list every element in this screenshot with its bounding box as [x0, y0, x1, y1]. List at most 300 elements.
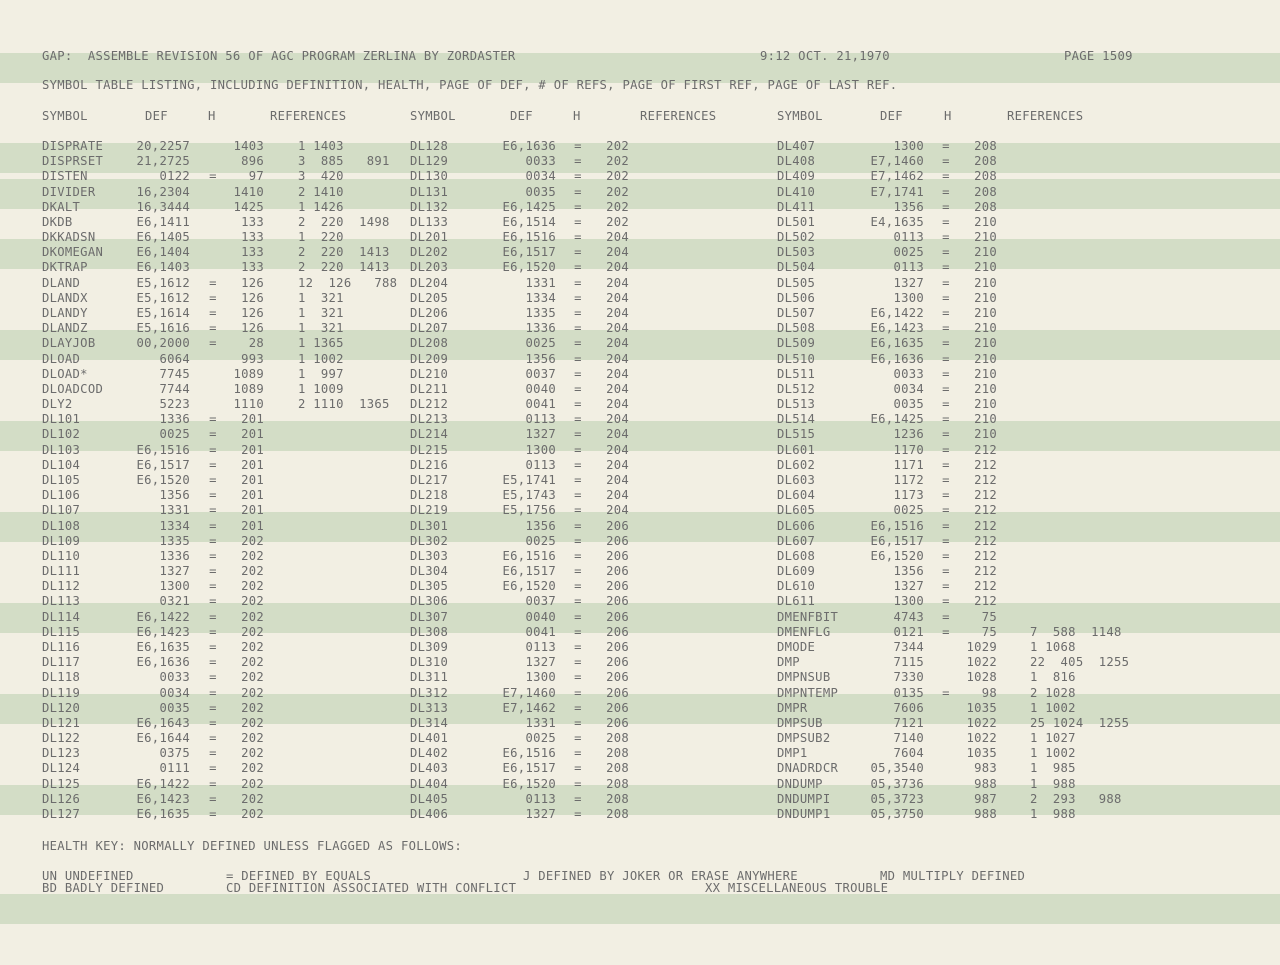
symbol-cell: DL305 — [410, 579, 449, 594]
def-cell: 1331 — [159, 503, 190, 518]
symbol-cell: DLANDX — [42, 290, 88, 305]
page-cell: 204 — [606, 412, 629, 427]
health-cell: = — [942, 351, 950, 366]
symbol-cell: DL213 — [410, 412, 449, 427]
health-key-item: XX MISCELLANEOUS TROUBLE — [705, 881, 889, 895]
health-cell: = — [942, 624, 950, 639]
symbol-cell: DL503 — [777, 245, 816, 260]
page-cell: 212 — [974, 533, 997, 548]
def-cell: 1331 — [525, 715, 556, 730]
health-cell: = — [574, 518, 582, 533]
symbol-cell: DL118 — [42, 670, 81, 685]
page-cell: 202 — [241, 548, 264, 563]
paper-band — [0, 143, 1280, 173]
symbol-cell: DL410 — [777, 184, 816, 199]
health-cell: = — [574, 548, 582, 563]
symbol-cell: DL215 — [410, 442, 449, 457]
def-cell: E6,1422 — [136, 776, 190, 791]
def-cell: E6,1644 — [136, 731, 190, 745]
symbol-cell: DL505 — [777, 275, 816, 290]
def-cell: 0025 — [525, 336, 556, 351]
symbol-cell: DL301 — [410, 518, 449, 533]
report-title: GAP: ASSEMBLE REVISION 56 OF AGC PROGRAM ZERLINA BY ZORDASTER — [42, 49, 516, 63]
symbol-cell: DL510 — [777, 351, 816, 366]
symbol-cell: DL511 — [777, 366, 816, 381]
page-cell: 202 — [606, 199, 629, 214]
def-cell: 0033 — [893, 366, 924, 381]
symbol-cell: DL112 — [42, 579, 81, 594]
page-cell: 208 — [974, 169, 997, 184]
symbol-cell: DL219 — [410, 503, 449, 518]
symbol-cell: DL209 — [410, 351, 449, 366]
symbol-cell: DL201 — [410, 230, 449, 245]
def-cell: 1172 — [893, 473, 924, 487]
def-cell: E6,1516 — [502, 548, 556, 563]
col-health-header: H — [208, 109, 216, 123]
symbol-cell: DL105 — [42, 473, 81, 487]
health-cell: = — [574, 351, 582, 366]
page-cell: 202 — [606, 139, 629, 153]
symbol-cell: DL206 — [410, 306, 449, 320]
symbol-cell: DL114 — [42, 609, 81, 624]
symbol-cell: DL111 — [42, 564, 81, 578]
health-cell: = — [574, 609, 582, 624]
references-cell: 1 1002 — [1030, 746, 1076, 761]
symbol-cell: DL302 — [410, 533, 449, 548]
symbol-cell: DL313 — [410, 700, 449, 715]
health-cell: = — [942, 457, 950, 472]
def-cell: 1356 — [525, 518, 556, 533]
def-cell: E6,1425 — [502, 199, 556, 214]
page-cell: 201 — [241, 473, 264, 487]
health-cell: = — [209, 609, 217, 624]
col-symbol-header: SYMBOL — [777, 109, 823, 123]
page-cell: 1022 — [966, 731, 997, 745]
symbol-cell: DMPNSUB — [777, 670, 831, 685]
health-cell: = — [942, 412, 950, 427]
symbol-cell: DL129 — [410, 154, 449, 169]
symbol-cell: DMENFLG — [777, 624, 831, 639]
def-cell: E7,1741 — [870, 184, 924, 199]
health-cell: = — [209, 518, 217, 533]
health-cell: = — [942, 139, 950, 153]
def-cell: E6,1516 — [136, 442, 190, 457]
health-cell: = — [209, 579, 217, 594]
symbol-cell: DL202 — [410, 245, 449, 260]
def-cell: E6,1520 — [502, 260, 556, 275]
symbol-cell: DL119 — [42, 685, 81, 700]
page-cell: 206 — [606, 639, 629, 654]
def-cell: E6,1516 — [870, 518, 924, 533]
def-cell: 0321 — [159, 594, 190, 609]
def-cell: 0037 — [525, 366, 556, 381]
def-cell: E5,1756 — [502, 503, 556, 518]
page-cell: 202 — [241, 609, 264, 624]
symbol-cell: DKDB — [42, 214, 73, 229]
health-cell: = — [574, 199, 582, 214]
symbol-cell: DL502 — [777, 230, 816, 245]
def-cell: 0035 — [159, 700, 190, 715]
page-number: PAGE 1509 — [1064, 49, 1133, 63]
symbol-cell: DL123 — [42, 746, 81, 761]
def-cell: E6,1520 — [502, 579, 556, 594]
references-cell: 1 321 — [298, 306, 344, 320]
symbol-cell: DL104 — [42, 457, 81, 472]
health-cell: = — [942, 579, 950, 594]
page-cell: 210 — [974, 306, 997, 320]
page-cell: 204 — [606, 366, 629, 381]
health-cell: = — [942, 154, 950, 169]
page-cell: 202 — [241, 791, 264, 806]
symbol-cell: DL122 — [42, 731, 81, 745]
symbol-cell: DL609 — [777, 564, 816, 578]
page-cell: 204 — [606, 488, 629, 503]
def-cell: E6,1520 — [502, 776, 556, 791]
col-symbol-header: SYMBOL — [410, 109, 456, 123]
def-cell: 0135 — [893, 685, 924, 700]
references-cell: 1 988 — [1030, 776, 1076, 791]
health-cell: = — [209, 488, 217, 503]
def-cell: 6064 — [159, 351, 190, 366]
page-cell: 202 — [241, 761, 264, 776]
page-cell: 202 — [241, 776, 264, 791]
page-cell: 206 — [606, 670, 629, 685]
def-cell: 1300 — [525, 670, 556, 685]
health-cell: = — [942, 366, 950, 381]
references-cell: 1 1009 — [298, 381, 344, 396]
health-cell: = — [574, 139, 582, 153]
page-cell: 210 — [974, 260, 997, 275]
health-cell: = — [574, 412, 582, 427]
page-cell: 202 — [241, 700, 264, 715]
health-cell: = — [942, 594, 950, 609]
page-cell: 204 — [606, 245, 629, 260]
col-symbol-header: SYMBOL — [42, 109, 88, 123]
def-cell: 1173 — [893, 488, 924, 503]
health-cell: = — [942, 230, 950, 245]
health-cell: = — [942, 503, 950, 518]
symbol-cell: DL310 — [410, 655, 449, 670]
health-key-item: J DEFINED BY JOKER OR ERASE ANYWHERE — [523, 869, 798, 883]
def-cell: E6,1517 — [502, 564, 556, 578]
health-cell: = — [574, 290, 582, 305]
page-cell: 126 — [241, 321, 264, 336]
def-cell: 1356 — [159, 488, 190, 503]
def-cell: E6,1425 — [870, 412, 924, 427]
def-cell: 0034 — [893, 381, 924, 396]
symbol-cell: DMP — [777, 655, 800, 670]
health-cell: = — [942, 427, 950, 442]
health-cell: = — [574, 336, 582, 351]
symbol-cell: DL306 — [410, 594, 449, 609]
health-cell: = — [942, 488, 950, 503]
def-cell: 0040 — [525, 609, 556, 624]
paper-band — [0, 512, 1280, 542]
page-cell: 212 — [974, 503, 997, 518]
references-cell: 1 988 — [1030, 806, 1076, 821]
symbol-cell: DL401 — [410, 731, 449, 745]
health-cell: = — [574, 594, 582, 609]
references-cell: 25 1024 1255 — [1030, 715, 1130, 730]
page-cell: 201 — [241, 488, 264, 503]
def-cell: 1356 — [525, 351, 556, 366]
health-cell: = — [574, 427, 582, 442]
page-cell: 212 — [974, 518, 997, 533]
def-cell: 7744 — [159, 381, 190, 396]
references-cell: 1 1002 — [1030, 700, 1076, 715]
def-cell: 0037 — [525, 594, 556, 609]
symbol-cell: DL107 — [42, 503, 81, 518]
symbol-cell: DLANDZ — [42, 321, 88, 336]
symbol-cell: DLANDY — [42, 306, 88, 320]
health-cell: = — [942, 245, 950, 260]
def-cell: 0035 — [893, 397, 924, 412]
symbol-cell: DL131 — [410, 184, 449, 199]
health-cell: = — [209, 746, 217, 761]
def-cell: 0041 — [525, 397, 556, 412]
health-cell: = — [942, 397, 950, 412]
def-cell: E5,1741 — [502, 473, 556, 487]
def-cell: E5,1616 — [136, 321, 190, 336]
symbol-cell: DL216 — [410, 457, 449, 472]
def-cell: 1171 — [893, 457, 924, 472]
health-cell: = — [574, 791, 582, 806]
health-cell: = — [574, 503, 582, 518]
page-cell: 212 — [974, 548, 997, 563]
page-cell: 1035 — [966, 746, 997, 761]
references-cell: 3 420 — [298, 169, 344, 184]
page-cell: 202 — [241, 670, 264, 685]
def-cell: 1300 — [893, 139, 924, 153]
references-cell: 12 126 788 — [298, 275, 398, 290]
health-cell: = — [209, 457, 217, 472]
def-cell: E6,1516 — [502, 230, 556, 245]
symbol-cell: DL409 — [777, 169, 816, 184]
page-cell: 204 — [606, 442, 629, 457]
health-cell: = — [942, 184, 950, 199]
symbol-cell: DL515 — [777, 427, 816, 442]
page-cell: 206 — [606, 533, 629, 548]
health-cell: = — [574, 321, 582, 336]
def-cell: 16,3444 — [136, 199, 190, 214]
page-cell: 1410 — [233, 184, 264, 199]
health-cell: = — [942, 564, 950, 578]
symbol-cell: DL211 — [410, 381, 449, 396]
page-cell: 206 — [606, 548, 629, 563]
def-cell: 7745 — [159, 366, 190, 381]
page-cell: 75 — [981, 609, 997, 624]
health-cell: = — [209, 427, 217, 442]
symbol-cell: DMPNTEMP — [777, 685, 839, 700]
def-cell: 1300 — [159, 579, 190, 594]
symbol-cell: DL133 — [410, 214, 449, 229]
page-cell: 212 — [974, 488, 997, 503]
def-cell: 7140 — [893, 731, 924, 745]
health-cell: = — [209, 503, 217, 518]
symbol-cell: DL607 — [777, 533, 816, 548]
health-cell: = — [574, 624, 582, 639]
def-cell: E6,1411 — [136, 214, 190, 229]
symbol-cell: DL408 — [777, 154, 816, 169]
page-cell: 1089 — [233, 381, 264, 396]
symbol-cell: DL311 — [410, 670, 449, 685]
page-cell: 204 — [606, 427, 629, 442]
page-cell: 204 — [606, 336, 629, 351]
def-cell: E6,1636 — [502, 139, 556, 153]
health-cell: = — [574, 639, 582, 654]
page-cell: 210 — [974, 412, 997, 427]
symbol-cell: DL512 — [777, 381, 816, 396]
def-cell: 1170 — [893, 442, 924, 457]
page-cell: 126 — [241, 306, 264, 320]
def-cell: 7115 — [893, 655, 924, 670]
page-cell: 204 — [606, 457, 629, 472]
def-cell: E4,1635 — [870, 214, 924, 229]
page-cell: 202 — [241, 746, 264, 761]
def-cell: 20,2257 — [136, 139, 190, 153]
health-cell: = — [574, 579, 582, 594]
health-cell: = — [574, 488, 582, 503]
symbol-cell: DMP1 — [777, 746, 808, 761]
page-cell: 204 — [606, 260, 629, 275]
symbol-cell: DL115 — [42, 624, 81, 639]
page-cell: 212 — [974, 579, 997, 594]
page-cell: 208 — [974, 184, 997, 199]
col-references-header: REFERENCES — [270, 109, 347, 123]
health-cell: = — [574, 473, 582, 487]
def-cell: E6,1403 — [136, 260, 190, 275]
health-cell: = — [574, 214, 582, 229]
def-cell: 0035 — [525, 184, 556, 199]
symbol-cell: DISPRATE — [42, 139, 104, 153]
health-cell: = — [574, 230, 582, 245]
paper-band — [0, 421, 1280, 451]
symbol-cell: DL109 — [42, 533, 81, 548]
symbol-cell: DL501 — [777, 214, 816, 229]
symbol-cell: DKTRAP — [42, 260, 88, 275]
health-cell: = — [574, 685, 582, 700]
page-cell: 201 — [241, 518, 264, 533]
health-cell: = — [574, 397, 582, 412]
symbol-cell: DNDUMP — [777, 776, 823, 791]
page-cell: 206 — [606, 579, 629, 594]
def-cell: 1327 — [893, 275, 924, 290]
def-cell: E6,1404 — [136, 245, 190, 260]
page-cell: 210 — [974, 275, 997, 290]
page-cell: 206 — [606, 715, 629, 730]
symbol-cell: DKALT — [42, 199, 81, 214]
health-key-item: BD BADLY DEFINED — [42, 881, 165, 895]
references-cell: 2 1110 1365 — [298, 397, 390, 412]
page-cell: 202 — [241, 624, 264, 639]
health-cell: = — [209, 473, 217, 487]
page-cell: 133 — [241, 260, 264, 275]
symbol-cell: DISTEN — [42, 169, 88, 184]
col-references-header: REFERENCES — [640, 109, 717, 123]
references-cell: 1 1002 — [298, 351, 344, 366]
references-cell: 7 588 1148 — [1030, 624, 1122, 639]
health-cell: = — [209, 290, 217, 305]
def-cell: 0111 — [159, 761, 190, 776]
page-cell: 133 — [241, 245, 264, 260]
health-cell: = — [209, 624, 217, 639]
symbol-cell: DL411 — [777, 199, 816, 214]
symbol-cell: DL210 — [410, 366, 449, 381]
health-cell: = — [942, 214, 950, 229]
symbol-cell: DL108 — [42, 518, 81, 533]
page-cell: 204 — [606, 503, 629, 518]
symbol-cell: DL218 — [410, 488, 449, 503]
def-cell: E6,1405 — [136, 230, 190, 245]
def-cell: 1327 — [893, 579, 924, 594]
symbol-cell: DL214 — [410, 427, 449, 442]
health-cell: = — [574, 306, 582, 320]
symbol-cell: DL127 — [42, 806, 81, 821]
health-cell: = — [574, 761, 582, 776]
def-cell: 1300 — [893, 290, 924, 305]
def-cell: 1300 — [525, 442, 556, 457]
symbol-cell: DL101 — [42, 412, 81, 427]
def-cell: E6,1516 — [502, 746, 556, 761]
symbol-cell: DL102 — [42, 427, 81, 442]
references-cell: 1 1403 — [298, 139, 344, 153]
page-cell: 210 — [974, 321, 997, 336]
def-cell: E7,1460 — [870, 154, 924, 169]
symbol-cell: DMPR — [777, 700, 808, 715]
page-cell: 1022 — [966, 715, 997, 730]
def-cell: E6,1517 — [136, 457, 190, 472]
health-cell: = — [209, 806, 217, 821]
health-cell: = — [942, 306, 950, 320]
health-cell: = — [209, 791, 217, 806]
page-cell: 202 — [241, 685, 264, 700]
health-cell: = — [209, 306, 217, 320]
page-cell: 208 — [606, 776, 629, 791]
def-cell: E7,1460 — [502, 685, 556, 700]
health-cell: = — [209, 533, 217, 548]
health-cell: = — [574, 564, 582, 578]
def-cell: 0034 — [525, 169, 556, 184]
symbol-cell: DL403 — [410, 761, 449, 776]
page-cell: 208 — [606, 746, 629, 761]
col-health-header: H — [944, 109, 952, 123]
symbol-cell: DL120 — [42, 700, 81, 715]
references-cell: 1 1365 — [298, 336, 344, 351]
def-cell: E6,1423 — [870, 321, 924, 336]
symbol-cell: DL314 — [410, 715, 449, 730]
references-cell: 1 985 — [1030, 761, 1076, 776]
page-cell: 1022 — [966, 655, 997, 670]
health-cell: = — [209, 169, 217, 184]
health-cell: = — [942, 609, 950, 624]
page-cell: 206 — [606, 655, 629, 670]
page-cell: 210 — [974, 290, 997, 305]
symbol-cell: DL116 — [42, 639, 81, 654]
def-cell: 1327 — [525, 655, 556, 670]
symbol-cell: DMODE — [777, 639, 816, 654]
references-cell: 2 220 1413 — [298, 245, 390, 260]
health-cell: = — [942, 290, 950, 305]
def-cell: 1331 — [525, 275, 556, 290]
references-cell: 2 220 1498 — [298, 214, 390, 229]
def-cell: E7,1462 — [870, 169, 924, 184]
def-cell: 0113 — [525, 639, 556, 654]
def-cell: 0113 — [893, 260, 924, 275]
symbol-cell: DL208 — [410, 336, 449, 351]
symbol-cell: DL608 — [777, 548, 816, 563]
page-cell: 1029 — [966, 639, 997, 654]
def-cell: E7,1462 — [502, 700, 556, 715]
